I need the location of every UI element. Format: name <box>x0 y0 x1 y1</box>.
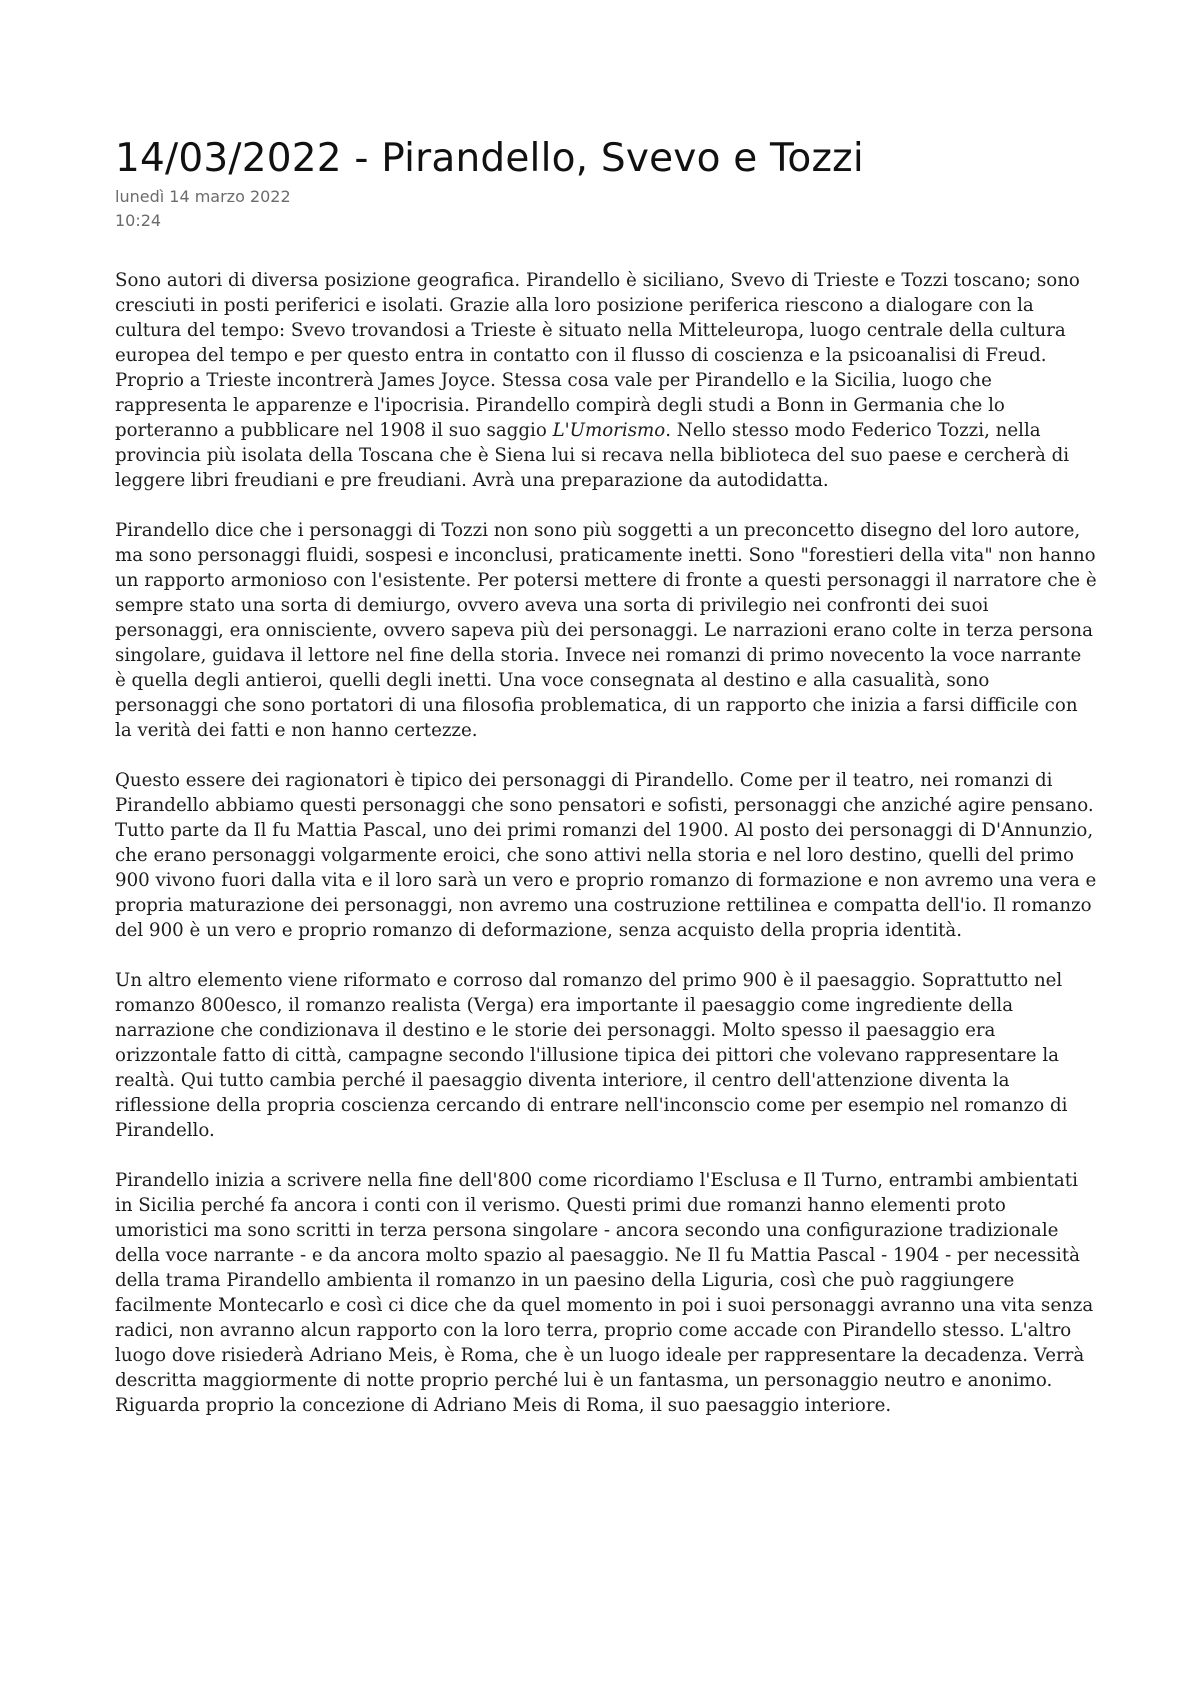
paragraph-landscape: Un altro elemento viene riformato e corroso dal romanzo del primo 900 è il paesaggio. Soprattutto nel romanzo 800esco, il romanzo realista (Verga) era importante il paesaggio come ingrediente della narrazione che condizionava il destino e le storie dei personaggi. Molto spesso il paesaggio era orizzontale fatto di città, campagne secondo l'illusione tipica dei pittori che volevano rappresentare la realtà. Qui tutto cambia perché il paesaggio diventa interiore, il centro dell'attenzione diventa la riflessione della propria coscienza cercando di entrare nell'inconscio come per esempio nel romanzo di Pirandello. <box>115 969 1068 1141</box>
note-metadata <box>115 185 1097 233</box>
note-page <box>115 138 1097 1418</box>
paragraph-geography <box>115 268 1097 493</box>
book-title-umorismo: L'Umorismo <box>552 419 666 441</box>
paragraph-reasoners: Questo essere dei ragionatori è tipico dei personaggi di Pirandello. Come per il teatro, nei romanzi di Pirandello abbiamo questi personaggi che sono pensatori e sofisti, personaggi che anziché agire pensano. Tutto parte da Il fu Mattia Pascal, uno dei primi romanzi del 1900. Al posto dei personaggi di D'Annunzio, che erano personaggi volgarmente eroici, che sono attivi nella storia e nel loro destino, quelli del primo 900 vivono fuori dalla vita e il loro sarà un vero e proprio romanzo di formazione e non avremo una vera e propria maturazione dei personaggi, non avremo una costruzione rettilinea e compatta dell'io. Il romanzo del 900 è un vero e proprio romanzo di deformazione, senza acquisto della propria identità. <box>115 769 1097 941</box>
page-title: 14/03/2022 - Pirandello, Svevo e Tozzi <box>115 136 864 181</box>
paragraph-text: . Nello stesso modo Federico Tozzi, nella provincia più isolata della Toscana che è Siena lui si recava nella biblioteca del suo paese e cercherà di leggere libri freudiani e pre freudiani. Avrà una preparazione da autodidatta. <box>115 419 1070 491</box>
note-body <box>115 268 1097 1418</box>
paragraph-tozzi-characters: Pirandello dice che i personaggi di Tozzi non sono più soggetti a un preconcetto disegno del loro autore, ma sono personaggi fluidi, sospesi e inconclusi, praticamente inetti. Sono "forestieri della vita" non hanno un rapporto armonioso con l'esistente. Per potersi mettere di fronte a questi personaggi il narratore che è sempre stato una sorta di demiurgo, ovvero aveva una sorta di privilegio nei confronti dei suoi personaggi, era onnisciente, ovvero sapeva più dei personaggi. Le narrazioni erano colte in terza persona singolare, guidava il lettore nel fine della storia. Invece nei romanzi di primo novecento la voce narrante è quella degli antieroi, quelli degli inetti. Una voce consegnata al destino e alla casualità, sono personaggi che sono portatori di una filosofia problematica, di un rapporto che inizia a farsi difficile con la verità dei fatti e non hanno certezze. <box>115 519 1097 741</box>
paragraph-text: Sono autori di diversa posizione geografica. Pirandello è siciliano, Svevo di Trieste e Tozzi toscano; sono cresciuti in posti periferici e isolati. Grazie alla loro posizione periferica riescono a dialogare con la cultura del tempo: Svevo trovandosi a Trieste è situato nella Mitteleuropa, luogo centrale della cultura europea del tempo e per questo entra in contatto con il flusso di coscienza e la psicoanalisi di Freud. Proprio a Trieste incontrerà James Joyce. Stessa cosa vale per Pirandello e la Sicilia, luogo che rappresenta le apparenze e l'ipocrisia. Pirandello compirà degli studi a Bonn in Germania che lo porteranno a pubblicare nel 1908 il suo saggio <box>115 269 1080 441</box>
note-date: lunedì 14 marzo 2022 <box>115 186 291 206</box>
note-time: 10:24 <box>115 210 162 230</box>
paragraph-pirandello-novels: Pirandello inizia a scrivere nella fine dell'800 come ricordiamo l'Esclusa e Il Turno, entrambi ambientati in Sicilia perché fa ancora i conti con il verismo. Questi primi due romanzi hanno elementi proto umoristici ma sono scritti in terza persona singolare - ancora secondo una configurazione tradizionale della voce narrante - e da ancora molto spazio al paesaggio. Ne Il fu Mattia Pascal - 1904 - per necessità della trama Pirandello ambienta il romanzo in un paesino della Liguria, così che può raggiungere facilmente Montecarlo e così ci dice che da quel momento in poi i suoi personaggi avranno una vita senza radici, non avranno alcun rapporto con la loro terra, proprio come accade con Pirandello stesso. L'altro luogo dove risiederà Adriano Meis, è Roma, che è un luogo ideale per rappresentare la decadenza. Verrà descritta maggiormente di notte proprio perché lui è un fantasma, un personaggio neutro e anonimo. Riguarda proprio la concezione di Adriano Meis di Roma, il suo paesaggio interiore. <box>115 1169 1094 1416</box>
